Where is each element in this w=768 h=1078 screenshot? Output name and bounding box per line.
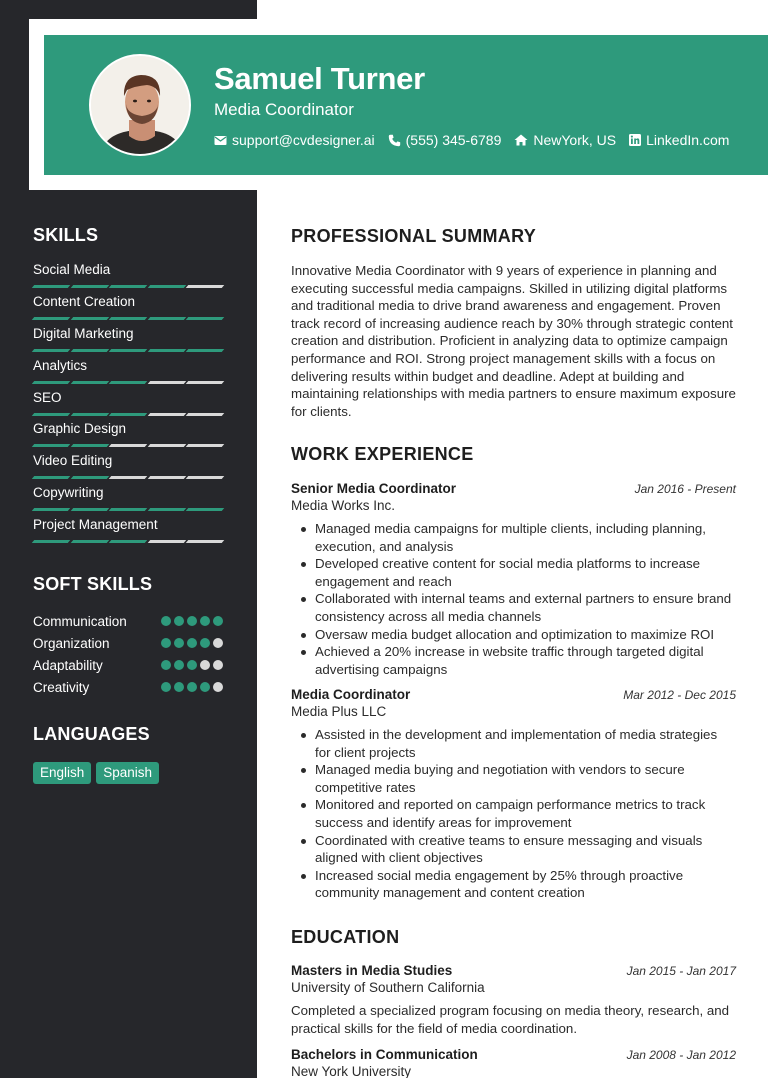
- skill-name: SEO: [33, 389, 62, 405]
- skill-segment-filled: [109, 285, 147, 288]
- skill-level-bar: [33, 508, 223, 511]
- skill-name: Social Media: [33, 262, 111, 277]
- skill-level-bar: [33, 413, 223, 416]
- rating-dot-empty: [200, 660, 210, 670]
- skill-segment-empty: [109, 444, 147, 447]
- skill-segment-filled: [109, 540, 147, 543]
- skill-name: Video Editing: [33, 453, 113, 469]
- skill-segment-filled: [32, 317, 70, 320]
- school-name: New York University: [291, 1064, 412, 1078]
- skill-segment-empty: [148, 381, 186, 384]
- skill-segment-empty: [186, 413, 224, 416]
- job-bullets: [291, 520, 736, 678]
- bullet-item: Collaborated with internal teams and external partners to ensure brand consistency across all media channels: [315, 590, 736, 625]
- profile-photo: [91, 56, 191, 156]
- bullet-item: Coordinated with creative teams to ensure messaging and visuals aligned with client objectives: [315, 832, 736, 867]
- skill-item: [33, 325, 223, 357]
- skill-item: [33, 420, 223, 452]
- rating-dot-filled: [187, 682, 197, 692]
- skill-segment-filled: [70, 444, 108, 447]
- soft-skill-name: Adaptability: [33, 657, 103, 673]
- skill-segment-filled: [70, 413, 108, 416]
- avatar: [89, 54, 191, 156]
- skill-segment-filled: [32, 444, 70, 447]
- education-entry: [291, 963, 736, 1037]
- skill-segment-filled: [109, 381, 147, 384]
- skill-level-bar: [33, 317, 223, 320]
- skill-name: Analytics: [33, 357, 88, 373]
- home-icon: [514, 134, 528, 146]
- rating-dot-filled: [174, 682, 184, 692]
- contact-list: [214, 132, 729, 148]
- skill-segment-empty: [148, 540, 186, 543]
- education-date: Jan 2015 - Jan 2017: [626, 964, 736, 978]
- skill-segment-filled: [70, 285, 108, 288]
- skill-item: [33, 357, 223, 389]
- skill-name: Copywriting: [33, 485, 104, 501]
- skill-segment-filled: [148, 285, 186, 288]
- education-date: Jan 2008 - Jan 2012: [626, 1048, 736, 1062]
- school-name: University of Southern California: [291, 980, 485, 995]
- linkedin-icon: [629, 134, 641, 146]
- rating-dot-filled: [161, 682, 171, 692]
- bullet-item: Achieved a 20% increase in website traffic through targeted digital advertising campaigns: [315, 643, 736, 678]
- soft-skills-heading: SOFT SKILLS: [33, 574, 153, 594]
- bullet-item: Oversaw media budget allocation and optimization to maximize ROI: [315, 626, 736, 644]
- skill-segment-filled: [186, 317, 224, 320]
- rating-dot-empty: [213, 638, 223, 648]
- skill-segment-filled: [148, 508, 186, 511]
- skill-name: Graphic Design: [33, 421, 127, 437]
- soft-skill-rating: [161, 616, 223, 626]
- job-date: Mar 2012 - Dec 2015: [623, 688, 736, 702]
- skill-segment-filled: [32, 285, 70, 288]
- skill-item: [33, 516, 223, 548]
- rating-dot-filled: [161, 616, 171, 626]
- soft-skill-item: [33, 676, 223, 698]
- soft-skill-item: [33, 610, 223, 632]
- contact-location-text: NewYork, US: [533, 132, 617, 148]
- soft-skill-name: Organization: [33, 635, 110, 651]
- skill-segment-empty: [148, 413, 186, 416]
- company-name: Media Plus LLC: [291, 704, 387, 719]
- languages-heading: LANGUAGES: [33, 724, 150, 744]
- bullet-item: Increased social media engagement by 25% through proactive community management and content creation: [315, 867, 736, 902]
- rating-dot-filled: [200, 616, 210, 626]
- skill-name: Content Creation: [33, 293, 136, 309]
- job-bullets: [291, 726, 736, 902]
- rating-dot-filled: [174, 660, 184, 670]
- language-tag: English: [33, 762, 91, 784]
- skill-item: [33, 484, 223, 516]
- bullet-item: Assisted in the development and implementation of media strategies for client projects: [315, 726, 736, 761]
- skill-segment-filled: [32, 476, 70, 479]
- header-banner: [44, 35, 768, 175]
- contact-email-text: support@cvdesigner.ai: [232, 132, 375, 148]
- skill-segment-filled: [148, 317, 186, 320]
- soft-skill-rating: [161, 638, 223, 648]
- skill-item: [33, 452, 223, 484]
- rating-dot-filled: [187, 638, 197, 648]
- education-heading: EDUCATION: [291, 927, 400, 947]
- rating-dot-filled: [161, 638, 171, 648]
- skill-segment-filled: [186, 349, 224, 352]
- skill-segment-empty: [186, 381, 224, 384]
- skill-segment-filled: [32, 381, 70, 384]
- skill-item: [33, 293, 223, 325]
- skill-segment-filled: [70, 508, 108, 511]
- skill-segment-filled: [109, 317, 147, 320]
- rating-dot-filled: [174, 638, 184, 648]
- skill-segment-filled: [32, 413, 70, 416]
- job-entry: [291, 687, 736, 902]
- skill-segment-empty: [186, 540, 224, 543]
- skill-segment-filled: [70, 381, 108, 384]
- skill-segment-filled: [148, 349, 186, 352]
- skill-segment-empty: [109, 476, 147, 479]
- skill-segment-filled: [32, 508, 70, 511]
- bullet-item: Managed media buying and negotiation with vendors to secure competitive rates: [315, 761, 736, 796]
- skill-segment-empty: [186, 476, 224, 479]
- languages-list: [33, 762, 159, 784]
- skill-segment-filled: [109, 349, 147, 352]
- rating-dot-filled: [161, 660, 171, 670]
- soft-skill-item: [33, 632, 223, 654]
- skill-segment-empty: [148, 444, 186, 447]
- soft-skills-list: [33, 610, 223, 698]
- rating-dot-filled: [187, 660, 197, 670]
- skill-name: Project Management: [33, 517, 158, 533]
- skill-segment-filled: [70, 540, 108, 543]
- skill-segment-empty: [148, 476, 186, 479]
- contact-linkedin[interactable]: [629, 132, 729, 148]
- soft-skill-rating: [161, 682, 223, 692]
- skill-level-bar: [33, 476, 223, 479]
- summary-heading: PROFESSIONAL SUMMARY: [291, 226, 537, 246]
- skill-segment-filled: [32, 540, 70, 543]
- skill-item: [33, 389, 223, 421]
- skill-segment-filled: [70, 349, 108, 352]
- skill-name: Digital Marketing: [33, 325, 134, 341]
- job-entry: [291, 481, 736, 678]
- envelope-icon: [214, 135, 227, 146]
- rating-dot-filled: [187, 616, 197, 626]
- contact-location[interactable]: [514, 132, 616, 148]
- education-description: Completed a specialized program focusing on media theory, research, and practical skills for the field of media coordination.: [291, 1003, 730, 1036]
- contact-phone[interactable]: [388, 132, 502, 148]
- bullet-item: Monitored and reported on campaign performance metrics to track success and identify areas for improvement: [315, 796, 736, 831]
- degree-title: Bachelors in Communication: [291, 1047, 478, 1062]
- skill-segment-filled: [70, 317, 108, 320]
- contact-email[interactable]: [214, 132, 375, 148]
- skill-level-bar: [33, 540, 223, 543]
- skill-level-bar: [33, 444, 223, 447]
- job-title: Media Coordinator: [291, 687, 411, 702]
- soft-skill-rating: [161, 660, 223, 670]
- rating-dot-empty: [213, 682, 223, 692]
- skill-segment-empty: [186, 444, 224, 447]
- contact-linkedin-text: LinkedIn.com: [646, 132, 730, 148]
- language-tag: Spanish: [96, 762, 159, 784]
- rating-dot-filled: [174, 616, 184, 626]
- job-title: Senior Media Coordinator: [291, 481, 457, 496]
- contact-phone-text: (555) 345-6789: [405, 132, 502, 148]
- phone-icon: [388, 134, 401, 147]
- rating-dot-empty: [213, 660, 223, 670]
- candidate-name: Samuel Turner: [214, 61, 425, 96]
- skill-level-bar: [33, 381, 223, 384]
- education-entry: [291, 1047, 736, 1078]
- skill-item: [33, 261, 223, 293]
- skill-level-bar: [33, 349, 223, 352]
- soft-skill-name: Communication: [33, 613, 127, 629]
- skill-segment-empty: [186, 285, 224, 288]
- soft-skill-item: [33, 654, 223, 676]
- job-date: Jan 2016 - Present: [634, 482, 736, 496]
- experience-heading: WORK EXPERIENCE: [291, 444, 474, 464]
- skills-list: [33, 261, 223, 548]
- soft-skill-name: Creativity: [33, 679, 90, 695]
- skill-segment-filled: [109, 508, 147, 511]
- skill-level-bar: [33, 285, 223, 288]
- skill-segment-filled: [32, 349, 70, 352]
- bullet-item: Managed media campaigns for multiple clients, including planning, execution, and analysis: [315, 520, 736, 555]
- company-name: Media Works Inc.: [291, 498, 396, 513]
- summary-text: Innovative Media Coordinator with 9 years of experience in planning and executing successful media campaigns. Skilled in utilizing digital platforms and traditional media to drive brand awareness and engagement. Proven track record of increasing audience reach by 30% through strategic content creation and distribution. Proficient in analyzing data to optimize campaign performance and ROI. Strong project management skills with a focus on delivering results within budget and deadline. Adept at building and maintaining relationships with media partners to ensure maximum exposure for clients.: [291, 263, 736, 419]
- skills-heading: SKILLS: [33, 225, 99, 245]
- rating-dot-filled: [200, 682, 210, 692]
- skill-segment-filled: [186, 508, 224, 511]
- rating-dot-filled: [200, 638, 210, 648]
- candidate-role: Media Coordinator: [214, 100, 354, 119]
- degree-title: Masters in Media Studies: [291, 963, 453, 978]
- skill-segment-filled: [70, 476, 108, 479]
- bullet-item: Developed creative content for social media platforms to increase engagement and reach: [315, 555, 736, 590]
- rating-dot-filled: [213, 616, 223, 626]
- skill-segment-filled: [109, 413, 147, 416]
